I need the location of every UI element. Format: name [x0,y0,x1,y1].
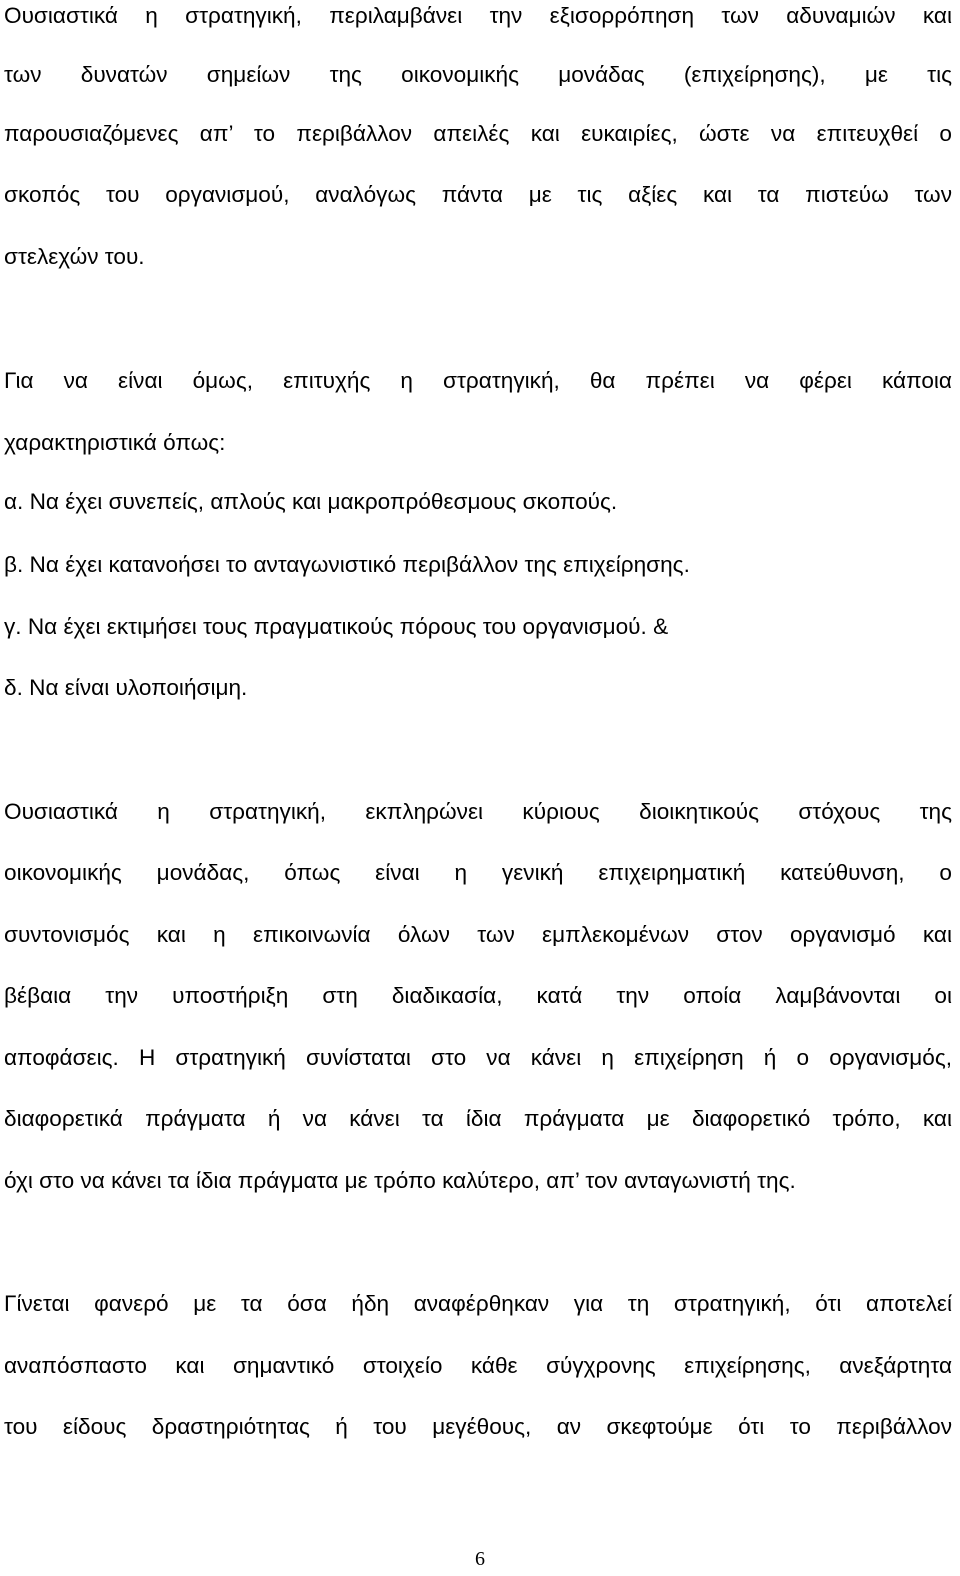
text-line: Ουσιαστικά η στρατηγική, περιλαμβάνει την εξισορρόπηση των αδυναμιών και [4,3,952,28]
list-item: γ. Να έχει εκτιμήσει τους πραγματικούς πόρους του οργανισμού. & [4,614,669,639]
text-line: βέβαια την υποστήριξη στη διαδικασία, κατά την οποία λαμβάνονται οι [4,983,952,1008]
text-line: αποφάσεις. Η στρατηγική συνίσταται στο να κάνει η επιχείρηση ή ο οργανισμός, [4,1045,952,1070]
text-line: οικονομικής μονάδας, όπως είναι η γενική επιχειρηματική κατεύθυνση, ο [4,860,952,885]
text-line: σκοπός του οργανισμού, αναλόγως πάντα με τις αξίες και τα πιστεύω των [4,182,952,207]
list-item: α. Να έχει συνεπείς, απλούς και μακροπρόθεσμους σκοπούς. [4,489,618,514]
text-line: χαρακτηριστικά όπως: [4,430,226,455]
text-line: Ουσιαστικά η στρατηγική, εκπληρώνει κύριους διοικητικούς στόχους της [4,799,952,824]
text-line: των δυνατών σημείων της οικονομικής μονάδας (επιχείρησης), με τις [4,62,952,87]
text-line: συντονισμός και η επικοινωνία όλων των εμπλεκομένων στον οργανισμό και [4,922,952,947]
text-line: παρουσιαζόμενες απ’ το περιβάλλον απειλές και ευκαιρίες, ώστε να επιτευχθεί ο [4,121,952,146]
text-line: του είδους δραστηριότητας ή του μεγέθους, αν σκεφτούμε ότι το περιβάλλον [4,1414,952,1439]
text-line: Για να είναι όμως, επιτυχής η στρατηγική, θα πρέπει να φέρει κάποια [4,368,952,393]
text-line: διαφορετικά πράγματα ή να κάνει τα ίδια πράγματα με διαφορετικό τρόπο, και [4,1106,952,1131]
text-line: στελεχών του. [4,244,145,269]
list-item: β. Να έχει κατανοήσει το ανταγωνιστικό περιβάλλον της επιχείρησης. [4,552,690,577]
text-line: αναπόσπαστο και σημαντικό στοιχείο κάθε σύγχρονης επιχείρησης, ανεξάρτητα [4,1353,952,1378]
page-number: 6 [475,1548,485,1570]
list-item: δ. Να είναι υλοποιήσιμη. [4,675,248,700]
text-line: όχι στο να κάνει τα ίδια πράγματα με τρόπο καλύτερο, απ’ τον ανταγωνιστή της. [4,1168,796,1193]
text-line: Γίνεται φανερό με τα όσα ήδη αναφέρθηκαν για τη στρατηγική, ότι αποτελεί [4,1291,952,1316]
